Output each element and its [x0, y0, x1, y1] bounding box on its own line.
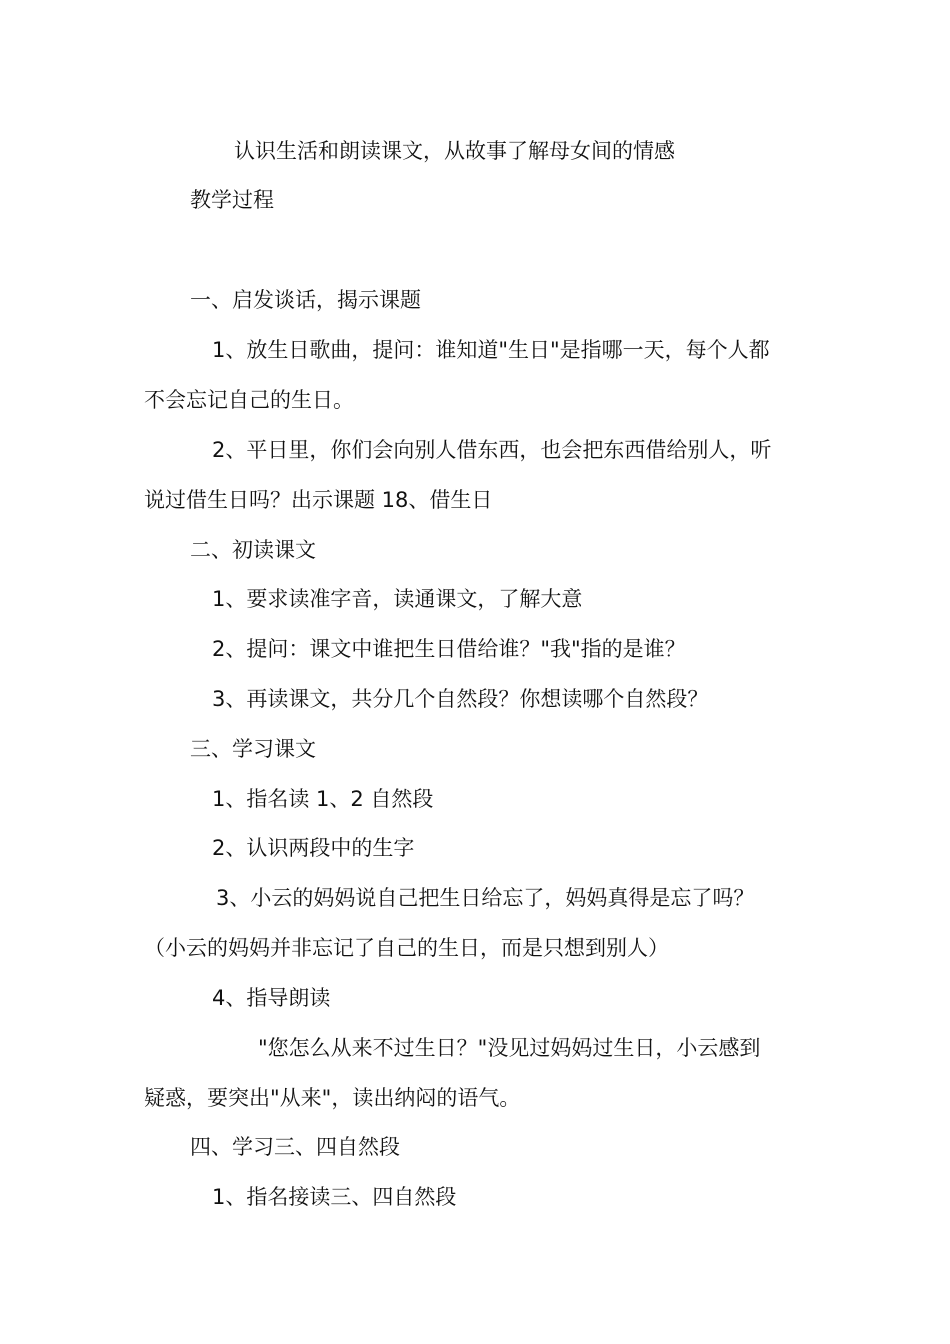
- list-item: 2、提问：课文中谁把生日借给谁？"我"指的是谁？: [212, 637, 686, 661]
- section-heading-2: 二、初读课文: [190, 538, 316, 562]
- paragraph-line: （小云的妈妈并非忘记了自己的生日，而是只想到别人）: [144, 936, 669, 960]
- paragraph-line: 3、小云的妈妈说自己把生日给忘了，妈妈真得是忘了吗？: [216, 886, 755, 910]
- paragraph-line: 1、放生日歌曲，提问：谁知道"生日"是指哪一天，每个人都: [212, 338, 770, 362]
- list-item: 1、要求读准字音，读通课文，了解大意: [212, 587, 583, 611]
- paragraph-line: 疑惑，要突出"从来"，读出纳闷的语气。: [144, 1086, 521, 1110]
- list-item: 1、指名接读三、四自然段: [212, 1185, 457, 1209]
- list-item: 3、再读课文，共分几个自然段？你想读哪个自然段？: [212, 687, 709, 711]
- paragraph-line: 不会忘记自己的生日。: [144, 388, 354, 412]
- list-item: 4、指导朗读: [212, 986, 331, 1010]
- section-heading-1: 一、启发谈话，揭示课题: [190, 288, 421, 312]
- list-item: 2、认识两段中的生字: [212, 836, 415, 860]
- section-heading-3: 三、学习课文: [190, 737, 316, 761]
- list-item: 1、指名读 1、2 自然段: [212, 787, 434, 811]
- section-heading-teaching-process: 教学过程: [190, 188, 274, 212]
- paragraph-line: 2、平日里，你们会向别人借东西，也会把东西借给别人，听: [212, 438, 772, 462]
- objective-line: 认识生活和朗读课文，从故事了解母女间的情感: [234, 139, 675, 163]
- section-heading-4: 四、学习三、四自然段: [190, 1135, 400, 1159]
- paragraph-line: 说过借生日吗？出示课题 18、借生日: [144, 488, 493, 512]
- paragraph-line: "您怎么从来不过生日？"没见过妈妈过生日，小云感到: [258, 1036, 761, 1060]
